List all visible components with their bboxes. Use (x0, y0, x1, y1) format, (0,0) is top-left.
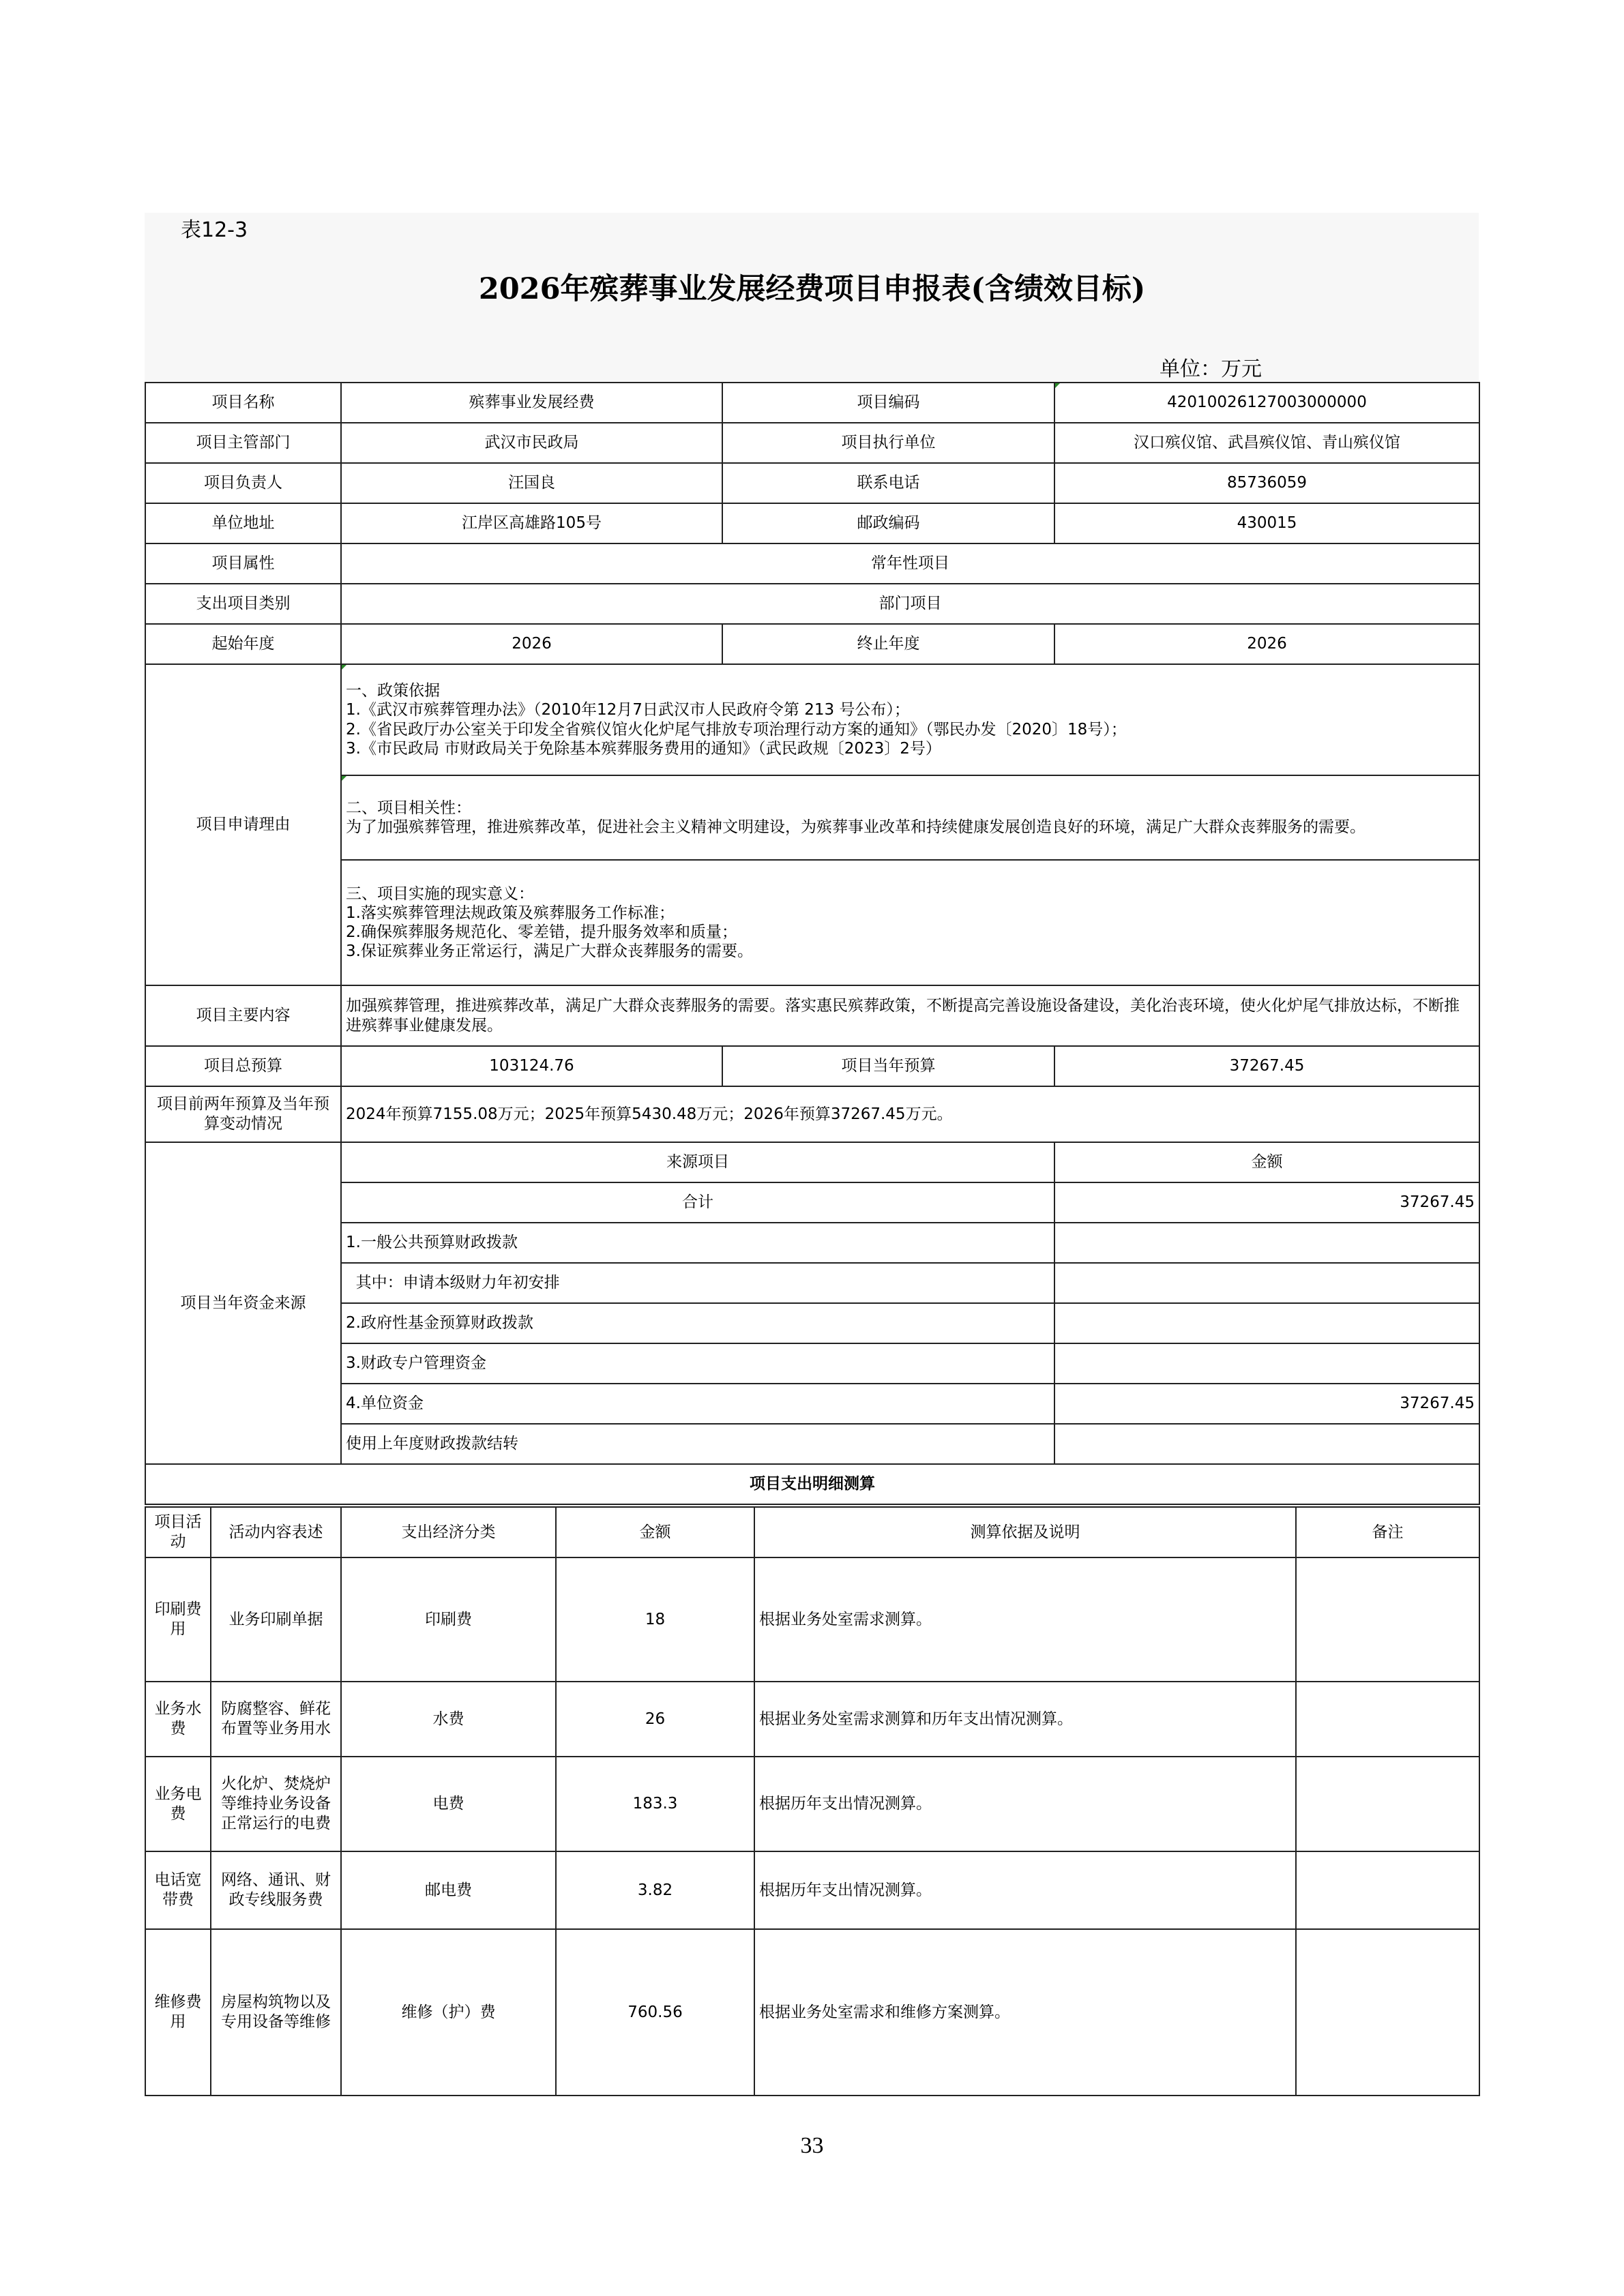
detail-basis: 根据历年支出情况测算。 (754, 1851, 1296, 1929)
table-row (145, 383, 1479, 423)
detail-basis: 根据业务处室需求测算和历年支出情况测算。 (754, 1682, 1296, 1757)
unit-label: 单位：万元 (1160, 357, 1262, 381)
dept-label: 项目主管部门 (145, 423, 341, 463)
funds-row-amount (1054, 1424, 1479, 1464)
detail-activity: 业务水费 (145, 1682, 211, 1757)
current-budget-value: 37267.45 (1054, 1046, 1479, 1086)
address-label: 单位地址 (145, 503, 341, 543)
reason-policy-basis: 一、政策依据 1.《武汉市殡葬管理办法》（2010年12月7日武汉市人民政府令第 213 号公布）； 2.《省民政厅办公室关于印发全省殡仪馆火化炉尾气排放专项治理行动方案的通知》（鄂民办发〔2020〕18号）； 3.《市民政局 市财政局关于免除基本殡葬服务费用的通知》（武民政规〔2023〕2号） (341, 664, 1479, 775)
detail-note (1296, 1682, 1479, 1757)
start-year-label: 起始年度 (145, 624, 341, 664)
table-row (145, 1757, 1479, 1851)
funds-row-amount: 37267.45 (1054, 1182, 1479, 1223)
reason-label: 项目申请理由 (145, 664, 341, 985)
funds-source-header: 来源项目 (341, 1142, 1054, 1182)
start-year-value: 2026 (341, 624, 722, 664)
postcode-value: 430015 (1054, 503, 1479, 543)
category-value: 部门项目 (341, 584, 1479, 624)
detail-amount: 760.56 (556, 1929, 754, 2096)
table-row (145, 584, 1479, 624)
content-label: 项目主要内容 (145, 985, 341, 1046)
exec-unit-value: 汉口殡仪馆、武昌殡仪馆、青山殡仪馆 (1054, 423, 1479, 463)
detail-header-activity: 项目活动 (145, 1507, 211, 1557)
table-row (145, 1086, 1479, 1142)
table-row (145, 543, 1479, 584)
detail-description: 网络、通讯、财政专线服务费 (211, 1851, 341, 1929)
detail-activity: 维修费用 (145, 1929, 211, 2096)
funds-row-name: 1.一般公共预算财政拨款 (341, 1223, 1054, 1263)
total-budget-label: 项目总预算 (145, 1046, 341, 1086)
detail-econ: 电费 (341, 1757, 556, 1851)
leader-value: 汪国良 (341, 463, 722, 503)
detail-note (1296, 1929, 1479, 2096)
funds-row-amount (1054, 1263, 1479, 1303)
phone-label: 联系电话 (722, 463, 1054, 503)
table-row (145, 624, 1479, 664)
detail-amount: 26 (556, 1682, 754, 1757)
funds-row-amount: 37267.45 (1054, 1384, 1479, 1424)
detail-section-title: 项目支出明细测算 (145, 1464, 1479, 1504)
detail-econ: 印刷费 (341, 1557, 556, 1682)
total-budget-value: 103124.76 (341, 1046, 722, 1086)
detail-amount: 183.3 (556, 1757, 754, 1851)
reason-significance: 三、项目实施的现实意义： 1.落实殡葬管理法规政策及殡葬服务工作标准； 2.确保殡葬服务规范化、零差错，提升服务效率和质量； 3.保证殡葬业务正常运行，满足广大群众丧葬服务的需要。 (341, 860, 1479, 985)
detail-description: 业务印刷单据 (211, 1557, 341, 1682)
end-year-value: 2026 (1054, 624, 1479, 664)
detail-note (1296, 1757, 1479, 1851)
attribute-label: 项目属性 (145, 543, 341, 584)
detail-description: 房屋构筑物以及专用设备等维修 (211, 1929, 341, 2096)
current-budget-label: 项目当年预算 (722, 1046, 1054, 1086)
detail-note (1296, 1557, 1479, 1682)
funds-row-amount (1054, 1343, 1479, 1384)
table-row (145, 1464, 1479, 1504)
funds-amount-header: 金额 (1054, 1142, 1479, 1182)
table-row (145, 1343, 1479, 1384)
detail-activity: 业务电费 (145, 1757, 211, 1851)
table-row (145, 1263, 1479, 1303)
table-row (145, 1303, 1479, 1343)
table-row (145, 1182, 1479, 1223)
funds-label: 项目当年资金来源 (145, 1142, 341, 1464)
detail-header-econ: 支出经济分类 (341, 1507, 556, 1557)
detail-description: 防腐整容、鲜花布置等业务用水 (211, 1682, 341, 1757)
budget-change-text: 2024年预算7155.08万元；2025年预算5430.48万元；2026年预算37267.45万元。 (341, 1086, 1479, 1142)
detail-description: 火化炉、焚烧炉等维持业务设备正常运行的电费 (211, 1757, 341, 1851)
detail-activity: 印刷费用 (145, 1557, 211, 1682)
project-name-value: 殡葬事业发展经费 (341, 383, 722, 423)
detail-econ: 维修（护）费 (341, 1929, 556, 2096)
detail-econ: 水费 (341, 1682, 556, 1757)
table-row (145, 1851, 1479, 1929)
detail-note (1296, 1851, 1479, 1929)
table-row (145, 1929, 1479, 2096)
funds-row-name: 2.政府性基金预算财政拨款 (341, 1303, 1054, 1343)
table-row (145, 1424, 1479, 1464)
detail-basis: 根据业务处室需求测算。 (754, 1557, 1296, 1682)
project-code-label: 项目编码 (722, 383, 1054, 423)
project-code-value: 42010026127003000000 (1054, 383, 1479, 423)
detail-header-basis: 测算依据及说明 (754, 1507, 1296, 1557)
address-value: 江岸区高雄路105号 (341, 503, 722, 543)
table-row (145, 1507, 1479, 1557)
table-row (145, 775, 1479, 860)
expenditure-detail-table (145, 1506, 1480, 2096)
table-row (145, 1682, 1479, 1757)
detail-econ: 邮电费 (341, 1851, 556, 1929)
reason-relevance: 二、项目相关性： 为了加强殡葬管理，推进殡葬改革，促进社会主义精神文明建设，为殡葬事业改革和持续健康发展创造良好的环境，满足广大群众丧葬服务的需要。 (341, 775, 1479, 860)
funds-row-name: 合计 (341, 1182, 1054, 1223)
project-name-label: 项目名称 (145, 383, 341, 423)
table-row (145, 664, 1479, 775)
phone-value: 85736059 (1054, 463, 1479, 503)
detail-activity: 电话宽带费 (145, 1851, 211, 1929)
detail-basis: 根据历年支出情况测算。 (754, 1757, 1296, 1851)
funds-row-amount (1054, 1303, 1479, 1343)
page-number: 33 (800, 2133, 824, 2158)
funds-row-name: 使用上年度财政拨款结转 (341, 1424, 1054, 1464)
table-row (145, 1223, 1479, 1263)
detail-header-note: 备注 (1296, 1507, 1479, 1557)
content-text: 加强殡葬管理，推进殡葬改革，满足广大群众丧葬服务的需要。落实惠民殡葬政策，不断提高完善设施设备建设，美化治丧环境，使火化炉尾气排放达标，不断推进殡葬事业健康发展。 (341, 985, 1479, 1046)
detail-basis: 根据业务处室需求和维修方案测算。 (754, 1929, 1296, 2096)
table-row (145, 1142, 1479, 1182)
funds-row-name: 3.财政专户管理资金 (341, 1343, 1054, 1384)
funds-row-amount (1054, 1223, 1479, 1263)
table-row (145, 423, 1479, 463)
attribute-value: 常年性项目 (341, 543, 1479, 584)
table-row (145, 1046, 1479, 1086)
detail-amount: 3.82 (556, 1851, 754, 1929)
table-row (145, 1557, 1479, 1682)
table-row (145, 860, 1479, 985)
table-row (145, 463, 1479, 503)
funds-row-name: 4.单位资金 (341, 1384, 1054, 1424)
funds-row-name: 其中：申请本级财力年初安排 (341, 1263, 1054, 1303)
exec-unit-label: 项目执行单位 (722, 423, 1054, 463)
project-info-table (145, 382, 1480, 1505)
table-number: 表12-3 (181, 218, 248, 242)
page-title: 2026年殡葬事业发展经费项目申报表(含绩效目标) (478, 272, 1146, 306)
table-row (145, 503, 1479, 543)
budget-change-label: 项目前两年预算及当年预算变动情况 (145, 1086, 341, 1142)
detail-header-description: 活动内容表述 (211, 1507, 341, 1557)
postcode-label: 邮政编码 (722, 503, 1054, 543)
end-year-label: 终止年度 (722, 624, 1054, 664)
dept-value: 武汉市民政局 (341, 423, 722, 463)
category-label: 支出项目类别 (145, 584, 341, 624)
table-row (145, 1384, 1479, 1424)
detail-header-amount: 金额 (556, 1507, 754, 1557)
table-row (145, 985, 1479, 1046)
detail-amount: 18 (556, 1557, 754, 1682)
leader-label: 项目负责人 (145, 463, 341, 503)
